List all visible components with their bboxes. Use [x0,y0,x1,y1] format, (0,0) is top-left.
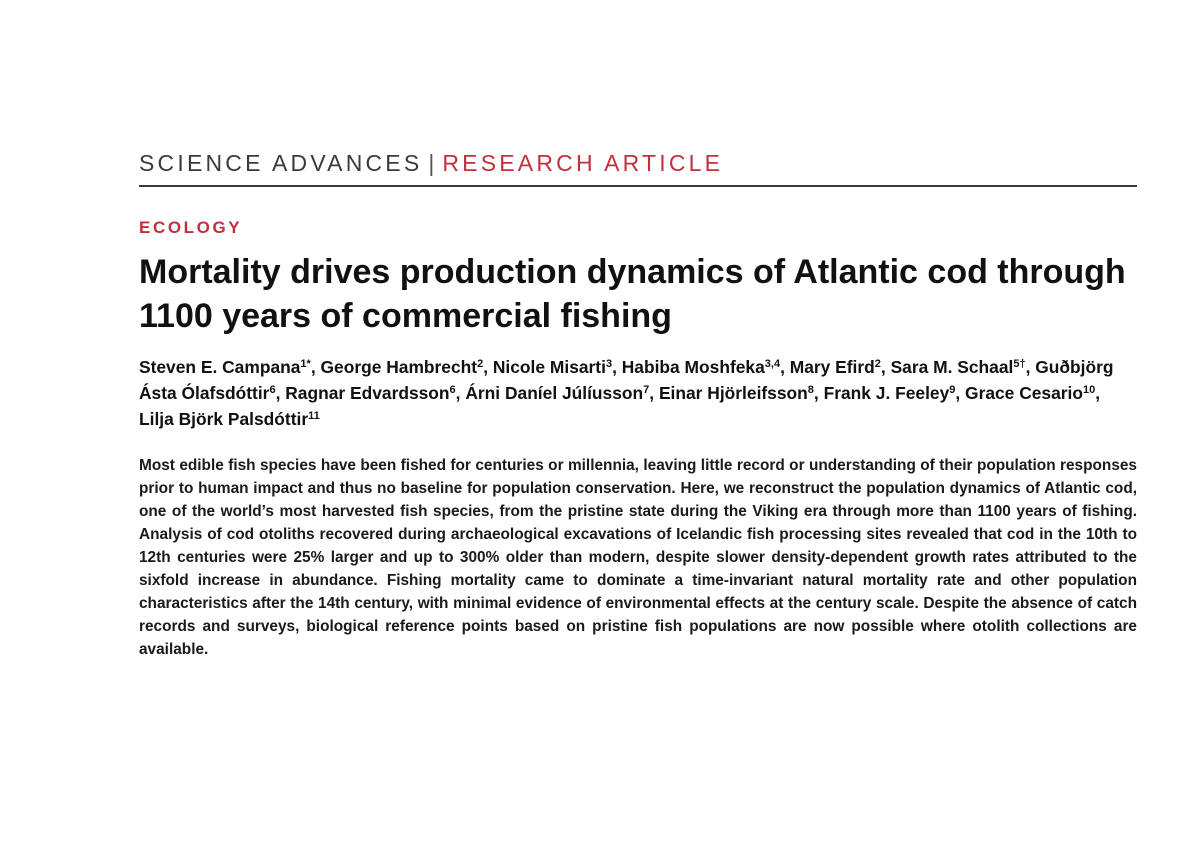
author-entry [824,383,956,403]
author-name: Sara M. Schaal [890,357,1014,377]
author-affiliation: 9 [949,384,956,396]
author-entry [659,383,814,403]
author-name: Frank J. Feeley [823,383,950,403]
author-affiliation: 2 [477,358,484,370]
author-affiliation: 3,4 [764,358,781,370]
author-separator: , [455,383,466,403]
author-name: Habiba Moshfeka [621,357,765,377]
author-separator: , [880,357,891,377]
author-name: Lilja Björk Palsdóttir [139,409,309,429]
author-separator: , [612,357,622,377]
author-affiliation: 5† [1013,358,1026,370]
author-entry [790,357,881,377]
section-label: ECOLOGY [139,218,243,237]
author-name: Steven E. Campana [139,357,301,377]
author-list [139,354,1137,432]
author-entry [285,383,455,403]
author-name: Guðbjörg Ásta Ólafsdóttir [139,357,1114,403]
author-affiliation: 2 [874,358,881,370]
author-name: Ragnar Edvardsson [285,383,450,403]
author-separator: , [275,383,286,403]
author-separator: , [1095,383,1101,403]
author-separator: , [780,357,790,377]
author-entry [139,357,311,377]
author-separator: , [310,357,321,377]
author-separator: , [955,383,966,403]
article-first-page [139,152,1137,661]
author-entry [493,357,612,377]
journal-name: SCIENCE ADVANCES [139,150,423,176]
author-name: Árni Daníel Júlíusson [465,383,644,403]
author-entry [965,383,1095,403]
article-title: Mortality drives production dynamics of Atlantic cod through 1100 years of commercial fishing [139,253,1126,335]
author-name: Mary Efird [789,357,875,377]
author-entry [891,357,1026,377]
author-affiliation: 10 [1083,384,1096,396]
article-type: RESEARCH ARTICLE [442,150,724,176]
author-entry [622,357,780,377]
journal-header [139,152,1137,187]
author-affiliation: 3 [605,358,613,370]
author-affiliation: 11 [308,410,320,422]
author-entry [321,357,484,377]
author-separator: , [483,357,493,377]
abstract: Most edible fish species have been fished for centuries or millennia, leaving little record or understanding of their population responses prior to human impact and thus no baseline for population conservation. Here, we reconstruct the population dynamics of Atlantic cod, one of the world’s most harvested fish species, from the pristine state during the Viking era through more than 1100 years of fishing. Analysis of cod otoliths recovered during archaeological excavations of Icelandic fish processing sites revealed that cod in the 10th to 12th centuries were 25% larger and up to 300% older than modern, despite slower density-dependent growth rates attributed to the sixfold increase in abundance. Fishing mortality came to dominate a time-invariant natural mortality rate and other population characteristics after the 14th century, with minimal evidence of environmental effects at the century scale. Despite the absence of catch records and surveys, biological reference points based on pristine fish populations are now possible where otolith collections are available. [139,457,1137,658]
author-affiliation: 1* [300,358,311,370]
author-entry [139,409,320,429]
author-affiliation: 6 [269,384,276,396]
author-separator: , [1025,357,1036,377]
author-affiliation: 7 [643,384,650,396]
author-affiliation: 8 [807,384,814,396]
author-separator: , [649,383,659,403]
author-name: Einar Hjörleifsson [658,383,808,403]
author-separator: , [813,383,824,403]
author-name: Nicole Misarti [492,357,606,377]
author-name: Grace Cesario [965,383,1083,403]
author-entry [465,383,649,403]
author-name: George Hambrecht [320,357,478,377]
header-separator: | [428,150,435,176]
author-affiliation: 6 [449,384,456,396]
